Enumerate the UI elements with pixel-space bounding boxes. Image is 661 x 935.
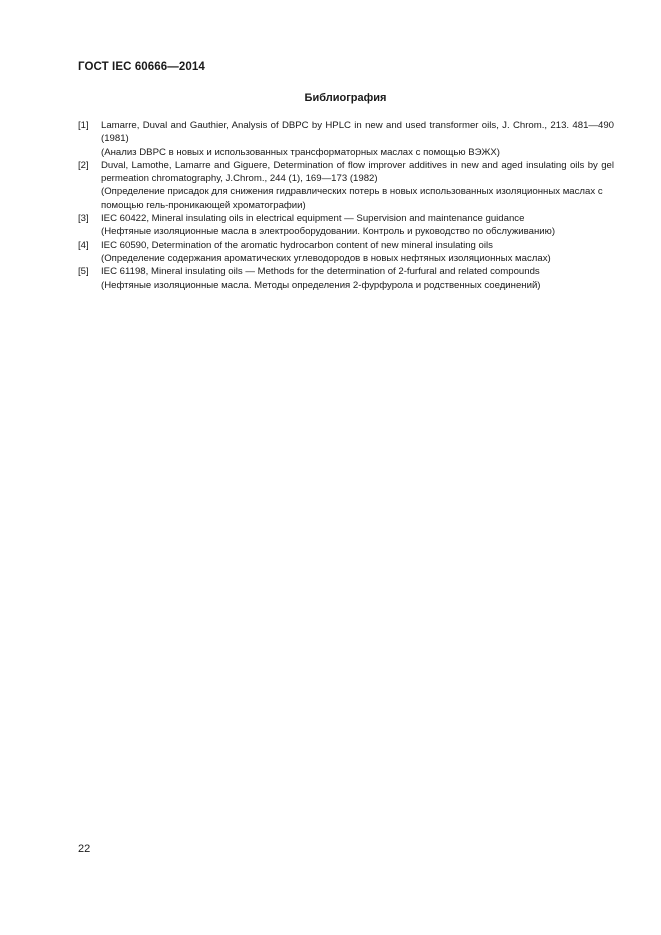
entry-translation: (Анализ DBPC в новых и использованных трансформаторных маслах с помощью ВЭЖХ) <box>101 146 500 158</box>
bibliography-entry-2 <box>78 159 614 212</box>
section-title: Библиография <box>304 92 387 104</box>
entry-reference: Duval, Lamothe, Lamarre and Giguere, Determination of flow improver additives in new and aged insulating oils by gel permeation chromatography, J.Chrom., 244 (1), 169—173 (1982) <box>101 159 614 185</box>
bibliography-entry-5 <box>78 265 614 292</box>
entry-body <box>101 159 614 212</box>
document-code-header: ГОСТ IEC 60666—2014 <box>78 61 205 73</box>
entry-translation: (Нефтяные изоляционные масла. Методы определения 2-фурфурола и родственных соединений) <box>101 279 541 291</box>
entry-number: [4] <box>78 239 89 251</box>
bibliography-entry-3 <box>78 212 614 239</box>
entry-body <box>101 265 614 292</box>
bibliography-entry-4 <box>78 239 614 266</box>
page-number: 22 <box>78 843 91 855</box>
bibliography-list <box>78 119 614 292</box>
entry-translation: (Определение содержания ароматических углеводородов в новых нефтяных изоляционных маслах) <box>101 252 551 264</box>
entry-reference: IEC 61198, Mineral insulating oils — Methods for the determination of 2-furfural and related compounds <box>101 266 540 278</box>
entry-number: [5] <box>78 266 89 278</box>
entry-translation: (Нефтяные изоляционные масла в электрооборудовании. Контроль и руководство по обслуживанию) <box>101 226 556 238</box>
entry-reference: Lamarre, Duval and Gauthier, Analysis of DBPC by HPLC in new and used transformer oils, J. Chrom., 213. 481—490 (1981) <box>101 120 614 145</box>
bibliography-entry-1 <box>78 119 614 159</box>
entry-body <box>101 239 614 266</box>
entry-number: [2] <box>78 159 89 171</box>
entry-number: [1] <box>78 120 89 131</box>
entry-number: [3] <box>78 213 89 225</box>
entry-body <box>101 212 614 239</box>
entry-reference: IEC 60422, Mineral insulating oils in electrical equipment — Supervision and maintenance guidance <box>101 213 525 225</box>
entry-body <box>101 119 614 159</box>
entry-reference: IEC 60590, Determination of the aromatic hydrocarbon content of new mineral insulating oils <box>101 239 493 251</box>
entry-translation: (Определение присадок для снижения гидравлических потерь в новых использованных изоляционных маслах с помощью гель-проникающей хроматографии) <box>101 186 603 211</box>
